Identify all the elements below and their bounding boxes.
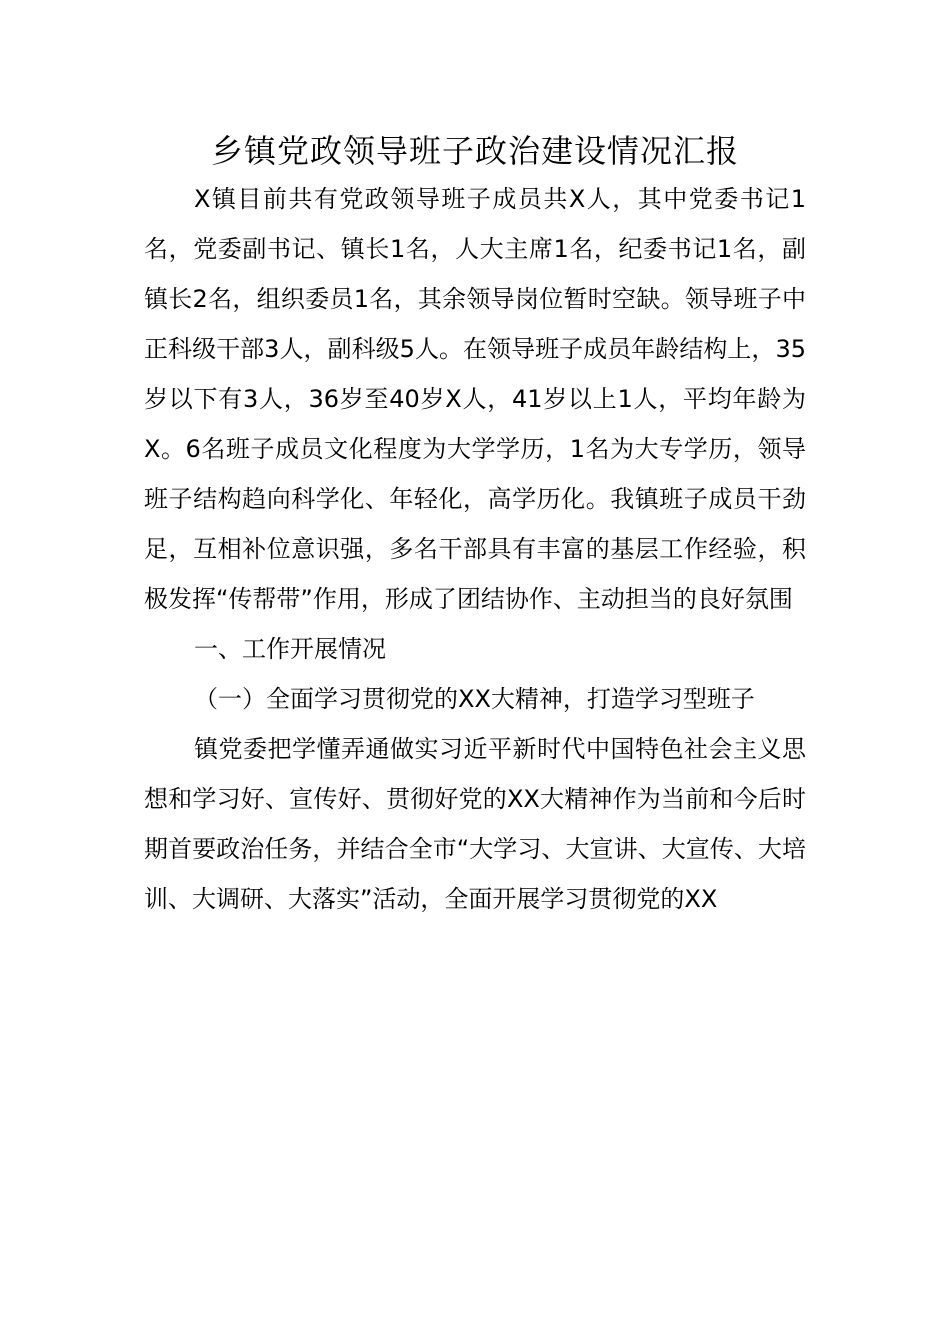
section-heading: 一、工作开展情况 xyxy=(194,635,386,663)
document-page xyxy=(144,128,806,924)
document-title: 乡镇党政领导班子政治建设情况汇报 xyxy=(210,132,739,170)
intro-paragraph: X镇目前共有党政领导班子成员共X人，其中党委书记1名，党委副书记、镇长1名，人大主席1名，纪委书记1名，副镇长2名，组织委员1名，其余领导岗位暂时空缺。领导班子中正科级干部3人，副科级5人。在领导班子成员年龄结构上，35岁以下有3人，36岁至40岁X人，41岁以上1人，平均年龄为X。6名班子成员文化程度为大学学历，1名为大专学历，领导班子结构趋向科学化、年轻化，高学历化。我镇班子成员干劲足，互相补位意识强，多名干部具有丰富的基层工作经验，积极发挥“传帮带”作用，形成了团结协作、主动担当的良好氛围 xyxy=(144,185,806,613)
body-paragraph: 镇党委把学懂弄通做实习近平新时代中国特色社会主义思想和学习好、宣传好、贯彻好党的XX大精神作为当前和今后时期首要政治任务，并结合全市“大学习、大宣讲、大宣传、大培训、大调研、大落实”活动，全面开展学习贯彻党的XX xyxy=(144,735,806,913)
subsection-heading: （一）全面学习贯彻党的XX大精神，打造学习型班子 xyxy=(194,685,755,713)
